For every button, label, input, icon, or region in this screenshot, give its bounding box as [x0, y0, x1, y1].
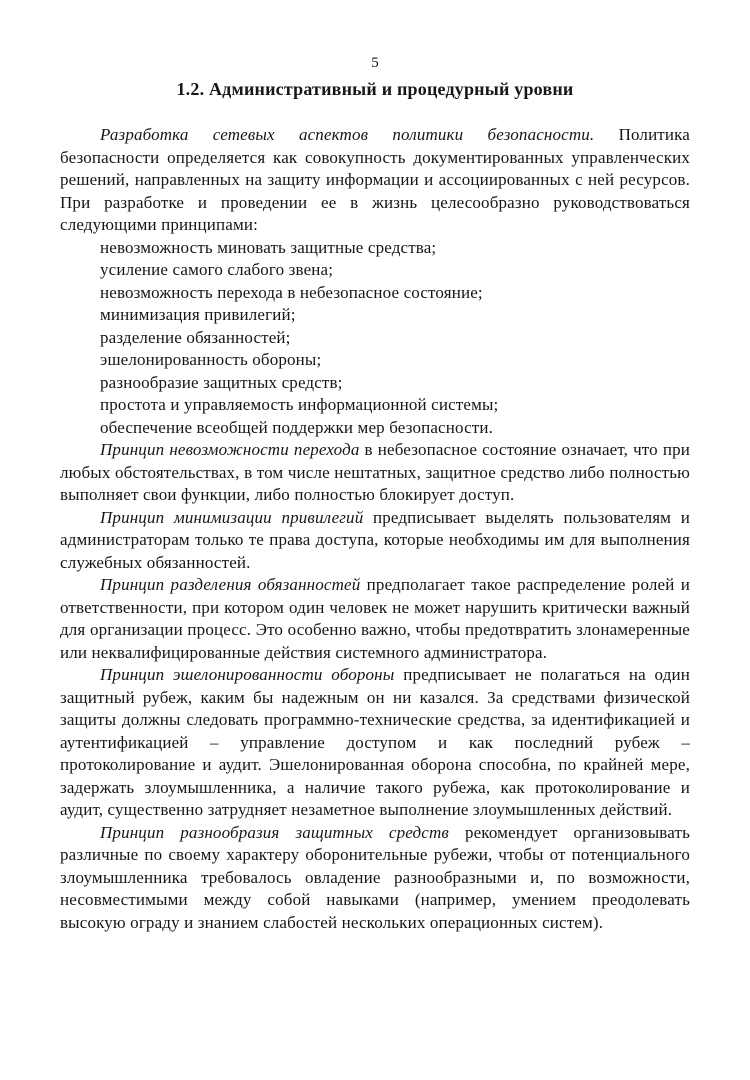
- list-item: усиление самого слабого звена;: [100, 260, 334, 279]
- paragraph-lead-italic: Принцип разделения обязанностей: [100, 575, 361, 594]
- paragraph: [60, 507, 690, 575]
- paragraph-lead-italic: Разработка сетевых аспектов политики безопасности.: [100, 125, 595, 144]
- paragraph-text: в небезопасное состояние означает, что при любых обстоятельствах, в том числе нештатных, защитное средство либо полностью выполняет свои функции, либо полностью блокирует доступ.: [60, 440, 690, 504]
- paragraph-text: предписывает не полагаться на один защитный рубеж, каким бы надежным он ни казался. За средствами физической защиты должны следовать программно-технические средства, за идентификацией и аутентификацией – управление доступом и как последний рубеж – протоколирование и аудит. Эшелонированная оборона способна, по крайней мере, задержать злоумышленника, а наличие такого рубежа, как протоколирование и аудит, существенно затрудняет незаметное выполнение злоумышленных действий.: [60, 665, 690, 819]
- paragraph-lead-italic: Принцип невозможности перехода: [100, 440, 360, 459]
- paragraph: [60, 439, 690, 507]
- paragraph: [60, 664, 690, 822]
- list-item: разнообразие защитных средств;: [100, 372, 343, 392]
- principles-list: [60, 237, 690, 440]
- page-body: [60, 124, 690, 934]
- paragraph: [60, 574, 690, 664]
- paragraph-lead-italic: Принцип минимизации привилегий: [100, 507, 364, 527]
- list-item: невозможность перехода в небезопасное состояние;: [100, 282, 483, 302]
- paragraph-text: предписывает выделять пользователям и администраторам только те права доступа, которые необходимы им для выполнения служебных обязанностей.: [60, 507, 690, 572]
- list-item: простота и управляемость информационной системы;: [100, 395, 499, 414]
- list-item: разделение обязанностей;: [100, 327, 291, 347]
- list-item: эшелонированность обороны;: [100, 350, 322, 369]
- section-heading: 1.2. Административный и процедурный уровни: [176, 79, 574, 99]
- paragraph: [60, 822, 690, 935]
- list-item: минимизация привилегий;: [100, 305, 296, 324]
- paragraph-text: предполагает такое распределение ролей и ответственности, при котором один человек не может нарушить критически важный для организации процесс. Это особенно важно, чтобы предотвратить злонамеренные или неквалифицированные действия системного администратора.: [60, 575, 690, 662]
- paragraph-text: рекомендует организовывать различные по своему характеру оборонительные рубежи, чтобы от потенциального злоумышленника требовалось овладение разнообразными и, по возможности, несовместимыми между собой навыками (например, умением преодолевать высокую ограду и знанием слабостей нескольких операционных систем).: [60, 822, 690, 932]
- list-item: обеспечение всеобщей поддержки мер безопасности.: [100, 417, 493, 437]
- page-number: 5: [371, 55, 379, 71]
- paragraph-text: Политика безопасности определяется как совокупность документированных управленческих решений, направленных на защиту информации и ассоциированных с ней ресурсов. При разработке и проведении ее в жизнь целесообразно руководствоваться следующими принципами:: [60, 125, 690, 234]
- list-item: невозможность миновать защитные средства;: [100, 237, 437, 257]
- paragraph-lead-italic: Принцип разнообразия защитных средств: [100, 822, 449, 842]
- paragraph: [60, 124, 690, 237]
- paragraph-lead-italic: Принцип эшелонированности обороны: [100, 665, 395, 684]
